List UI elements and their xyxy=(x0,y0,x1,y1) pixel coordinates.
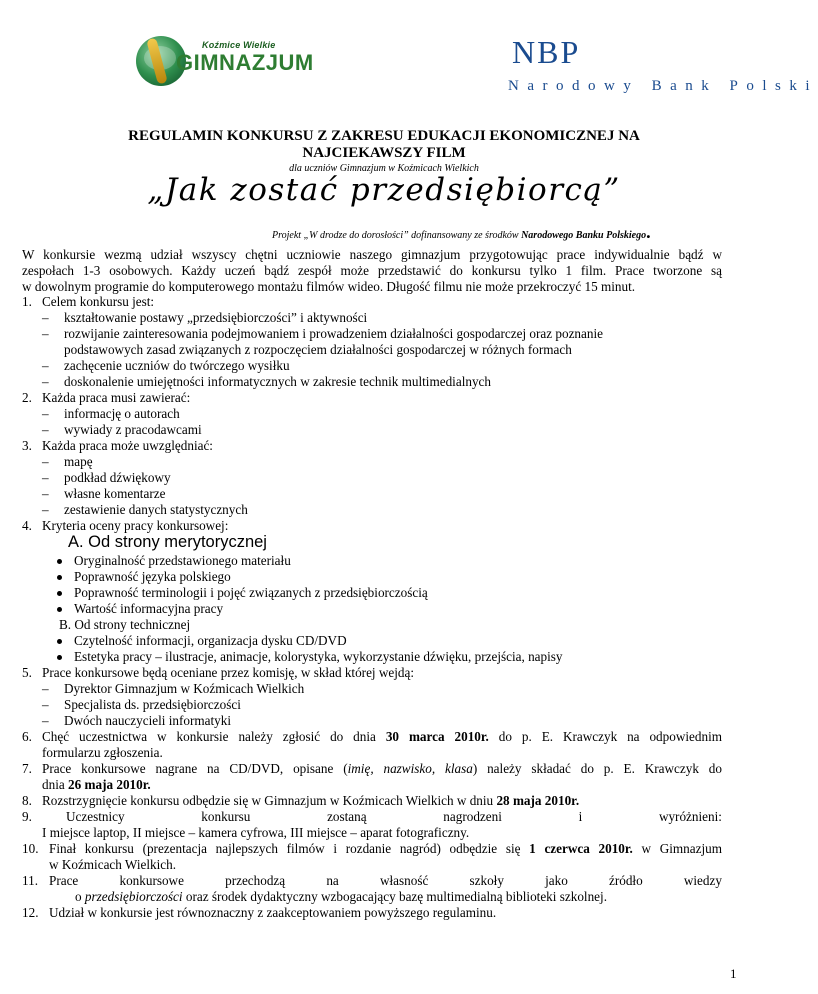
bullet-icon xyxy=(57,591,62,596)
gim-logo-small-text: Koźmice Wielkie xyxy=(202,40,276,50)
gimnazjum-logo xyxy=(136,36,314,86)
section-5-heading: Prace konkursowe będą oceniane przez komisję, w skład której wejdą: xyxy=(42,665,415,680)
list-item: Czytelność informacji, organizacja dysku CD/DVD xyxy=(74,633,347,649)
list-item: – zestawienie danych statystycznych xyxy=(42,502,248,517)
bullet-icon xyxy=(57,639,62,644)
section-8-line-1: Rozstrzygnięcie konkursu odbędzie się w Gimnazjum w Koźmicach Wielkich w dniu 28 maja 2010r. xyxy=(42,793,580,808)
list-item: – zachęcenie uczniów do twórczego wysiłku xyxy=(42,358,290,373)
section-10-line-2: w Koźmicach Wielkich. xyxy=(49,857,177,872)
section-3-heading: Każda praca może uwzględniać: xyxy=(42,438,213,453)
title-line-1: REGULAMIN KONKURSU Z ZAKRESU EDUKACJI EKONOMICZNEJ NA xyxy=(128,128,640,144)
bullet-icon xyxy=(57,575,62,580)
list-item: – doskonalenie umiejętności informatycznych w zakresie technik multimedialnych xyxy=(42,374,491,389)
nbp-full-name: Narodowy Bank Polski xyxy=(508,78,818,94)
section-6-number: 6. xyxy=(22,729,32,744)
intro-line-2: zespołach 1-3 osobowych. Każdy uczeń bądź zespół może przedstawić do konkursu tylko 1 film. Prace tworzone są xyxy=(22,263,722,278)
section-2-number: 2. xyxy=(22,390,32,405)
section-5-number: 5. xyxy=(22,665,32,680)
intro-line-1: W konkursie wezmą udział wszyscy chętni uczniowie naszego gimnazjum przygotowując prace indywidualnie bądź w xyxy=(22,247,722,262)
list-item: – Dwóch nauczycieli informatyki xyxy=(42,713,231,728)
nbp-short: NBP xyxy=(512,34,581,70)
section-9-line-2: I miejsce laptop, II miejsce – kamera cyfrowa, III miejsce – aparat fotograficzny. xyxy=(42,825,470,840)
list-item: – wywiady z pracodawcami xyxy=(42,422,202,437)
subtitle: dla uczniów Gimnazjum w Koźmicach Wielkich xyxy=(289,163,479,174)
section-11-line-1: Prace konkursowe przechodzą na własność szkoły jako źródło wiedzy xyxy=(49,873,722,888)
section-11-number: 11. xyxy=(22,873,38,888)
list-item: – kształtowanie postawy „przedsiębiorczości” i aktywności xyxy=(42,310,368,325)
section-10-line-1: Finał konkursu (prezentacja najlepszych filmów i rozdanie nagród) odbędzie się 1 czerwca 2010r. w Gimnazjum xyxy=(49,841,722,856)
section-1-number: 1. xyxy=(22,294,32,309)
contest-title: „Jak zostać przedsiębiorcą” xyxy=(147,172,621,208)
list-item: Wartość informacyjna pracy xyxy=(74,601,223,617)
list-item: Poprawność terminologii i pojęć związanych z przedsiębiorczością xyxy=(74,585,428,601)
section-9-number: 9. xyxy=(22,809,32,824)
section-12-line-1: Udział w konkursie jest równoznaczny z zaakceptowaniem powyższego regulaminu. xyxy=(49,905,497,920)
section-1-heading: Celem konkursu jest: xyxy=(42,294,155,309)
list-item: – informację o autorach xyxy=(42,406,180,421)
criteria-a-heading: A. Od strony merytorycznej xyxy=(68,533,267,551)
title-line-2: NAJCIEKAWSZY FILM xyxy=(302,145,466,161)
list-item: – mapę xyxy=(42,454,93,469)
list-item: – rozwijanie zainteresowania podejmowaniem i prowadzeniem działalności gospodarczej oraz poznanie xyxy=(42,326,603,341)
list-item: – podkład dźwiękowy xyxy=(42,470,171,485)
section-6-line-1: Chęć uczestnictwa w konkursie należy zgłosić do dnia 30 marca 2010r. do p. E. Krawczyk na odpowiednim xyxy=(42,729,722,744)
section-11-line-2: o przedsiębiorczości oraz środek dydaktyczny wzbogacający bazę multimedialną biblioteki szkolnej. xyxy=(75,889,607,904)
project-dot: . xyxy=(646,222,651,242)
page-number: 1 xyxy=(730,966,737,981)
list-item: Poprawność języka polskiego xyxy=(74,569,231,585)
section-4-number: 4. xyxy=(22,518,32,533)
document-page: Koźmice Wielkie GIMNAZJUM NBP Narodowy Bank Polski REGULAMIN KONKURSU Z ZAKRESU EDUKACJI EKONOMICZNEJ NA NAJCIEKAWSZY FILM dla uczniów Gimnazjum w Koźmicach Wielkich „Jak zostać przedsiębiorcą” Projekt „W drodze do dorosłości” dofinansowany ze środków Narodowego Banku Polskiego. W konkursie wezmą udział wszyscy chętni uczniowie naszego gimnazjum przygotowując prace indywidualnie bądź w zespołach 1-3 osobowych. Każdy uczeń bądź zespół może przedstawić do konkursu tylko 1 film. Prace tworzone są w dowolnym programie do komputerowego montażu filmów wideo. Długość filmu nie może przekroczyć 15 minut. 1. Celem konkursu jest: – kształtowanie postawy „przedsiębiorczości” i aktywności – rozwijanie zainteresowania podejmowaniem i prowadzeniem działalności gospodarczej oraz poznanie podstawowych zasad związanych z rozpoczęciem działalności gospodarczej w różnych formach – zachęcenie uczniów do twórczego wysiłku – doskonalenie umiejętności informatycznych w zakresie technik multimedialnych 2. Każda praca musi zawierać: – informację o autorach – wywiady z pracodawcami 3. Każda praca może uwzględniać: – mapę – podkład dźwiękowy – własne komentarze – zestawienie danych statystycznych 4. Kryteria oceny pracy konkursowej: A. Od strony merytorycznej Oryginalność przedstawionego materiału Poprawność języka polskiego Poprawność terminologii i pojęć związanych z przedsiębiorczością Wartość informacyjna pracy B. Od strony technicznej Czytelność informacji, organizacja dysku CD/DVD Estetyka pracy – ilustracje, animacje, kolorystyka, wykorzystanie dźwięku, przejścia, napisy 5. Prace konkursowe będą oceniane przez komisję, w skład której wejdą: – Dyrektor Gimnazjum w Koźmicach Wielkich – Specjalista ds. przedsiębiorczości – Dwóch nauczycieli informatyki 6. Chęć uczestnictwa w konkursie należy zgłosić do dnia 30 marca 2010r. do p. E. Krawczyk na odpowiednim formularzu zgłoszenia. 7. Prace konkursowe nagrane na CD/DVD, opisane (imię, nazwisko, klasa) należy składać do p. E. Krawczyk do dnia 26 maja 2010r. 8. Rozstrzygnięcie konkursu odbędzie się w Gimnazjum w Koźmicach Wielkich w dniu 28 maja 2010r. 9. Uczestnicy konkursu zostaną nagrodzeni i wyróżnieni: I miejsce laptop, II miejsce – kamera cyfrowa, III miejsce – aparat fotograficzny. 10. Finał konkursu (prezentacja najlepszych filmów i rozdanie nagród) odbędzie się 1 czerwca 2010r. w Gimnazjum w Koźmicach Wielkich. 11. Prace konkursowe przechodzą na własność szkoły jako źródło wiedzy o przedsiębiorczości oraz środek dydaktyczny wzbogacający bazę multimedialną biblioteki szkolnej. 12. Udział w konkursie jest równoznaczny z zaakceptowaniem powyższego regulaminu. 1 xyxy=(0,0,768,994)
section-9-line-1: Uczestnicy konkursu zostaną nagrodzeni i wyróżnieni: xyxy=(66,809,722,824)
gim-logo-big-text: GIMNAZJUM xyxy=(176,50,314,75)
section-7-line-1: Prace konkursowe nagrane na CD/DVD, opisane (imię, nazwisko, klasa) należy składać do p. E. Krawczyk do xyxy=(42,761,722,776)
list-item: Estetyka pracy – ilustracje, animacje, kolorystyka, wykorzystanie dźwięku, przejścia, napisy xyxy=(74,649,563,665)
section-7-number: 7. xyxy=(22,761,32,776)
bullet-icon xyxy=(57,655,62,660)
section-3-number: 3. xyxy=(22,438,32,453)
list-item: – Specjalista ds. przedsiębiorczości xyxy=(42,697,241,712)
bullet-icon xyxy=(57,607,62,612)
intro-line-3: w dowolnym programie do komputerowego montażu filmów wideo. Długość filmu nie może przekroczyć 15 minut. xyxy=(22,279,636,294)
list-item: Oryginalność przedstawionego materiału xyxy=(74,553,291,569)
section-10-number: 10. xyxy=(22,841,39,856)
section-8-number: 8. xyxy=(22,793,32,808)
section-6-line-2: formularzu zgłoszenia. xyxy=(42,745,163,760)
section-2-heading: Każda praca musi zawierać: xyxy=(42,390,191,405)
project-sponsor: Narodowego Banku Polskiego xyxy=(521,230,647,241)
list-item: – własne komentarze xyxy=(42,486,166,501)
section-12-number: 12. xyxy=(22,905,39,920)
bullet-icon xyxy=(57,559,62,564)
list-item-continuation: podstawowych zasad związanych z rozpoczęciem działalności gospodarczej w różnych formach xyxy=(64,342,572,357)
project-note xyxy=(272,222,651,243)
list-item: – Dyrektor Gimnazjum w Koźmicach Wielkich xyxy=(42,681,305,696)
section-7-line-2: dnia 26 maja 2010r. xyxy=(42,777,151,792)
project-prefix: Projekt „W drodze do dorosłości” dofinansowany ze środków xyxy=(272,230,519,241)
section-4-heading: Kryteria oceny pracy konkursowej: xyxy=(42,518,229,533)
